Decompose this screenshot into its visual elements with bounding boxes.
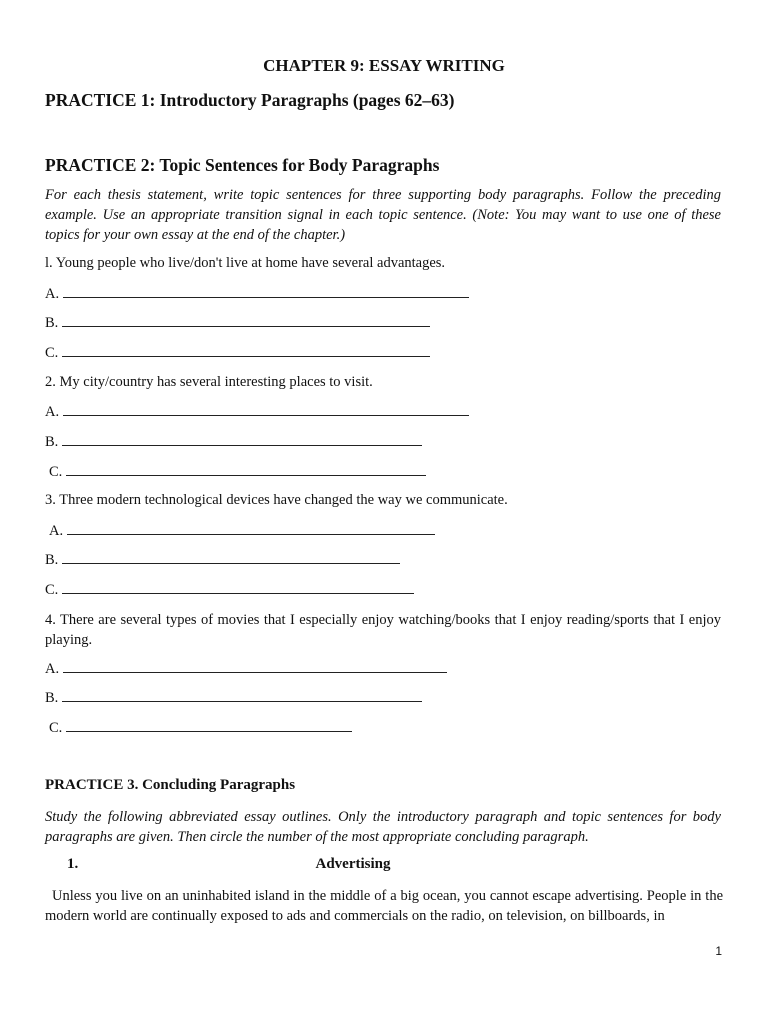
outline-number: 1. xyxy=(67,856,79,872)
answer-blank[interactable] xyxy=(63,660,447,673)
thesis-statement-3: 3. Three modern technological devices have changed the way we communicate. xyxy=(45,492,508,508)
answer-blank[interactable] xyxy=(62,314,430,327)
practice3-instructions: Study the following abbreviated essay outlines. Only the introductory paragraph and topic sentences for body paragraphs are given. Then circle the number of the most appropriate concluding paragraph. xyxy=(45,809,721,845)
practice3-heading: PRACTICE 3. Concluding Paragraphs xyxy=(45,777,296,793)
answer-label: A. xyxy=(45,404,60,420)
answer-label: C. xyxy=(49,720,63,736)
answer-line-4b xyxy=(45,689,422,707)
chapter-title: CHAPTER 9: ESSAY WRITING xyxy=(263,56,505,75)
answer-blank[interactable] xyxy=(62,433,422,446)
answer-label: C. xyxy=(49,464,63,480)
page-number: 1 xyxy=(715,944,722,958)
answer-line-1a xyxy=(45,285,469,303)
answer-blank[interactable] xyxy=(66,719,352,732)
outline-title: Advertising xyxy=(315,856,391,872)
answer-line-2c xyxy=(49,463,426,481)
answer-blank[interactable] xyxy=(63,285,469,298)
answer-label: A. xyxy=(45,661,60,677)
answer-blank[interactable] xyxy=(62,551,400,564)
answer-blank[interactable] xyxy=(62,581,414,594)
thesis-statement-4: 4. There are several types of movies that I especially enjoy watching/books that I enjoy reading/sports that I enjoy playing. xyxy=(45,612,721,648)
answer-line-1c xyxy=(45,344,430,362)
answer-line-3b xyxy=(45,551,400,569)
answer-line-3a xyxy=(49,522,435,540)
practice2-instructions: For each thesis statement, write topic sentences for three supporting body paragraphs. Follow the preceding example. Use an appropriate transition signal in each topic sentence. (Note: You may want to use one of these topics for your own essay at the end of the chapter.) xyxy=(45,187,721,243)
answer-label: B. xyxy=(45,434,59,450)
answer-line-2b xyxy=(45,433,422,451)
answer-line-4a xyxy=(45,660,447,678)
answer-line-4c xyxy=(49,719,352,737)
thesis-statement-1: l. Young people who live/don't live at home have several advantages. xyxy=(45,255,446,271)
answer-blank[interactable] xyxy=(62,344,430,357)
answer-blank[interactable] xyxy=(63,403,469,416)
answer-blank[interactable] xyxy=(67,522,435,535)
outline-introduction-text: Unless you live on an uninhabited island in the middle of a big ocean, you cannot escape advertising. People in the modern world are continually exposed to ads and commercials on the radio, on television, on billboards, in xyxy=(45,888,723,924)
answer-label: B. xyxy=(45,552,59,568)
thesis-statement-2: 2. My city/country has several interesting places to visit. xyxy=(45,374,373,390)
answer-label: B. xyxy=(45,315,59,331)
practice2-heading: PRACTICE 2: Topic Sentences for Body Paragraphs xyxy=(45,155,440,175)
practice1-heading: PRACTICE 1: Introductory Paragraphs (pages 62–63) xyxy=(45,90,455,110)
answer-line-1b xyxy=(45,314,430,332)
answer-label: A. xyxy=(45,286,60,302)
answer-label: C. xyxy=(45,345,59,361)
answer-blank[interactable] xyxy=(66,463,426,476)
answer-line-2a xyxy=(45,403,469,421)
answer-label: A. xyxy=(49,523,64,539)
answer-label: C. xyxy=(45,582,59,598)
answer-line-3c xyxy=(45,581,414,599)
answer-label: B. xyxy=(45,690,59,706)
answer-blank[interactable] xyxy=(62,689,422,702)
